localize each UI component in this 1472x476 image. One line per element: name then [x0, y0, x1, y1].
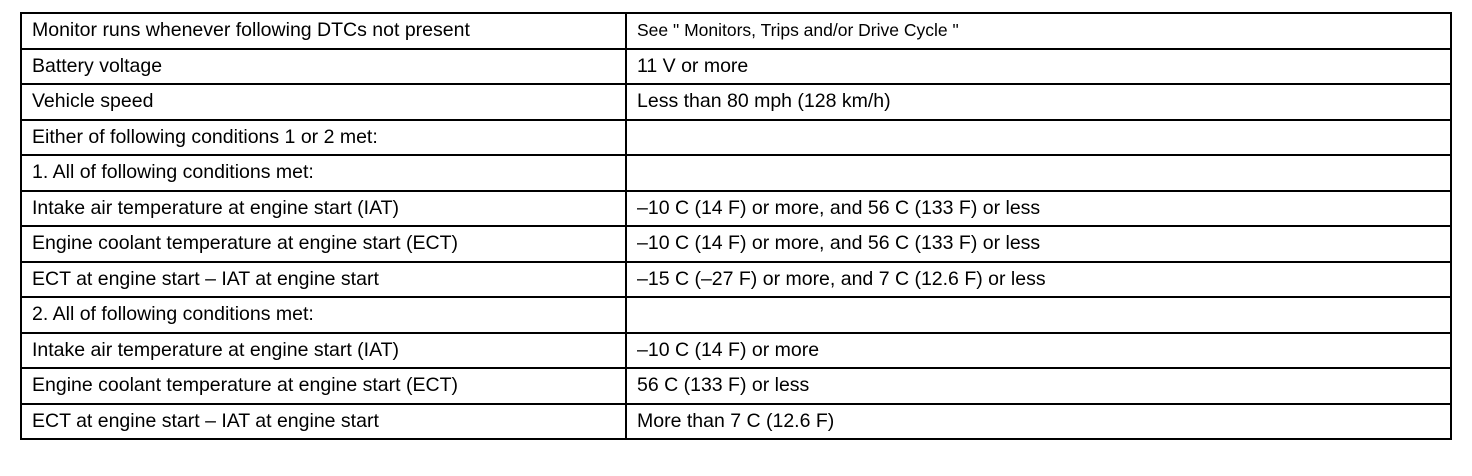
value-cell: –10 C (14 F) or more, and 56 C (133 F) or less: [626, 191, 1451, 227]
value-cell: –10 C (14 F) or more: [626, 333, 1451, 369]
condition-cell: Monitor runs whenever following DTCs not present: [21, 13, 626, 49]
value-cell: –15 C (–27 F) or more, and 7 C (12.6 F) or less: [626, 262, 1451, 298]
table-body: [21, 13, 1451, 439]
table-row: [21, 13, 1451, 49]
condition-cell: ECT at engine start – IAT at engine start: [21, 404, 626, 440]
value-cell: [626, 120, 1451, 156]
table-row: [21, 262, 1451, 298]
table-row: [21, 333, 1451, 369]
value-cell: More than 7 C (12.6 F): [626, 404, 1451, 440]
value-cell: [626, 297, 1451, 333]
table-row: [21, 84, 1451, 120]
condition-cell: Intake air temperature at engine start (IAT): [21, 191, 626, 227]
table-row: [21, 226, 1451, 262]
value-cell: Less than 80 mph (128 km/h): [626, 84, 1451, 120]
table-row: [21, 368, 1451, 404]
table-row: [21, 297, 1451, 333]
value-cell: 56 C (133 F) or less: [626, 368, 1451, 404]
condition-cell: Intake air temperature at engine start (IAT): [21, 333, 626, 369]
condition-cell: ECT at engine start – IAT at engine start: [21, 262, 626, 298]
table-row: [21, 191, 1451, 227]
table-row: [21, 155, 1451, 191]
table-row: [21, 49, 1451, 85]
condition-cell: Engine coolant temperature at engine start (ECT): [21, 368, 626, 404]
value-cell: –10 C (14 F) or more, and 56 C (133 F) or less: [626, 226, 1451, 262]
table-row: [21, 120, 1451, 156]
value-cell: [626, 155, 1451, 191]
condition-cell: 2. All of following conditions met:: [21, 297, 626, 333]
condition-cell: Vehicle speed: [21, 84, 626, 120]
condition-cell: Either of following conditions 1 or 2 met:: [21, 120, 626, 156]
monitor-conditions-table: [20, 12, 1452, 440]
condition-cell: Engine coolant temperature at engine start (ECT): [21, 226, 626, 262]
condition-cell: Battery voltage: [21, 49, 626, 85]
table-row: [21, 404, 1451, 440]
condition-cell: 1. All of following conditions met:: [21, 155, 626, 191]
value-cell: See " Monitors, Trips and/or Drive Cycle ": [626, 13, 1451, 49]
value-cell: 11 V or more: [626, 49, 1451, 85]
